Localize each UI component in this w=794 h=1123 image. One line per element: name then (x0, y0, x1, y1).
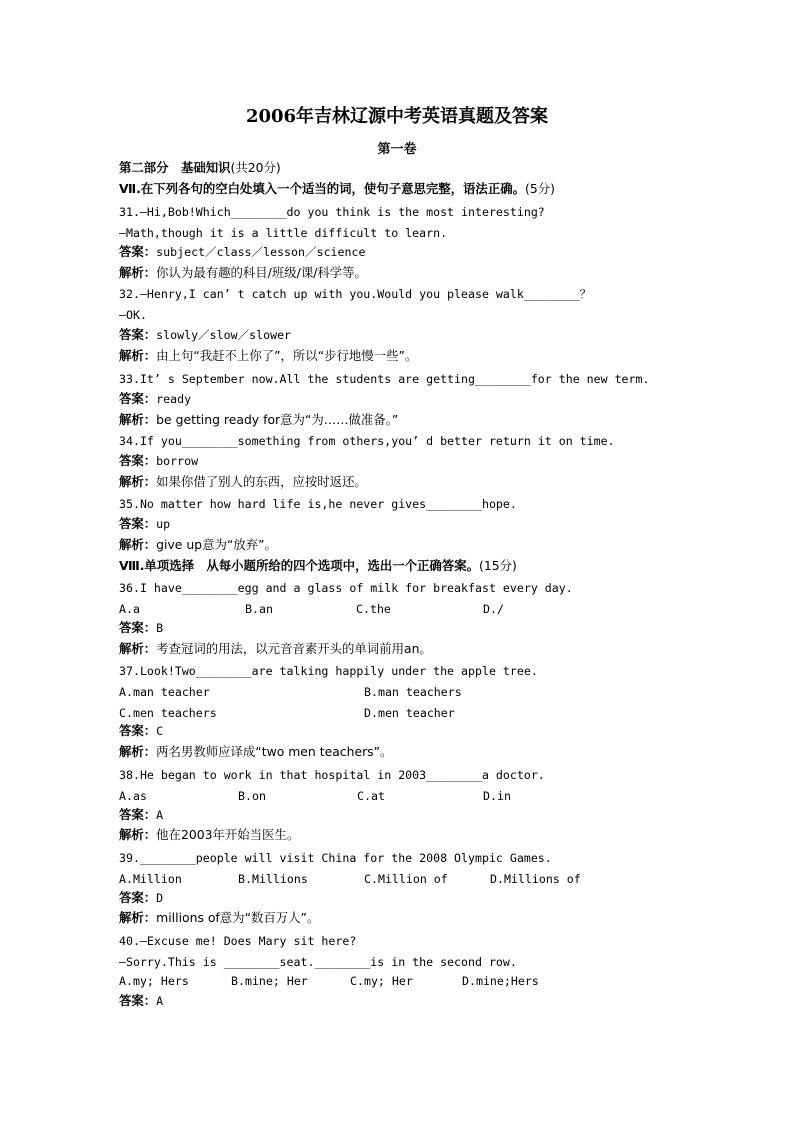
part-score: (共20分) (230, 160, 281, 175)
analysis-33: 解析：be getting ready for意为“为……做准备。” (119, 412, 399, 427)
option-d: D.Millions of (490, 872, 581, 886)
analysis-32: 解析：由上句“我赶不上你了”，所以“步行地慢一些”。 (119, 348, 418, 363)
question-33: 33.It’ s September now.All the students are getting________for the new term. (119, 372, 650, 386)
options-38 (119, 786, 679, 806)
analysis-37: 解析：两名男教师应译成“two men teachers”。 (119, 744, 393, 759)
analysis-35: 解析：give up意为“放弃”。 (119, 537, 277, 552)
answer-38: 答案：A (119, 807, 164, 822)
analysis-36: 解析：考查冠词的用法，以元音音素开头的单词前用an。 (119, 641, 432, 656)
question-40-reply: —Sorry.This is ________seat.________is in the second row. (119, 955, 517, 969)
analysis-38: 解析：他在2003年开始当医生。 (119, 827, 300, 842)
answer-33: 答案：ready (119, 391, 192, 406)
question-36: 36.I have________egg and a glass of milk for breakfast every day. (119, 581, 573, 595)
option-c: C.men teachers (119, 706, 217, 720)
options-40 (119, 971, 679, 991)
question-39: 39.________people will visit China for the 2008 Olympic Games. (119, 851, 552, 865)
option-a: A.as (119, 789, 147, 803)
options-39 (119, 869, 679, 889)
option-c: C.my; Her (350, 974, 413, 988)
section-subtitle: 第一卷 (377, 142, 417, 157)
option-b: B.on (238, 789, 266, 803)
answer-32: 答案：slowly／slow／slower (119, 327, 292, 342)
answer-36: 答案：B (119, 620, 164, 635)
option-a: A.Million (119, 872, 182, 886)
options-37-row1 (119, 682, 679, 702)
question-40: 40.—Excuse me! Does Mary sit here? (119, 934, 357, 948)
analysis-31: 解析：你认为最有趣的科目/班级/课/科学等。 (119, 265, 367, 280)
option-c: C.at (357, 789, 385, 803)
question-32: 32.—Henry,I can’ t catch up with you.Would you please walk________？ (119, 287, 592, 301)
question-35: 35.No matter how hard life is,he never gives________hope. (119, 497, 517, 511)
option-a: A.my; Hers (119, 974, 189, 988)
option-b: B.mine; Her (231, 974, 308, 988)
option-d: D.mine;Hers (462, 974, 539, 988)
answer-39: 答案：D (119, 890, 164, 905)
section-heading-8: Ⅷ.单项选择 从每小题所给的四个选项中，选出一个正确答案。(15分) (119, 558, 517, 573)
option-a: A.man teacher (119, 685, 210, 699)
part-heading (119, 158, 281, 178)
option-a: A.a (119, 602, 140, 616)
question-37: 37.Look!Two________are talking happily under the apple tree. (119, 664, 538, 678)
option-d: D./ (483, 602, 504, 616)
question-32-reply: —OK. (119, 308, 147, 322)
analysis-34: 解析：如果你借了别人的东西，应按时返还。 (119, 474, 367, 489)
option-b: B.man teachers (364, 685, 462, 699)
question-34: 34.If you________something from others,you’ d better return it on time. (119, 434, 615, 448)
option-b: B.an (245, 602, 273, 616)
option-b: B.Millions (238, 872, 308, 886)
option-d: D.men teacher (364, 706, 455, 720)
question-38: 38.He began to work in that hospital in 2003________a doctor. (119, 768, 545, 782)
section-heading-7: Ⅶ.在下列各句的空白处填入一个适当的词，使句子意思完整，语法正确。(5分) (119, 181, 555, 196)
answer-34: 答案：borrow (119, 453, 199, 468)
part-name: 基础知识 (180, 160, 231, 175)
analysis-39: 解析：millions of意为“数百万人”。 (119, 910, 320, 925)
part-label: 第二部分 (119, 160, 169, 175)
answer-35: 答案：up (119, 516, 171, 531)
option-c: C.the (356, 602, 391, 616)
page-title: 2006年吉林辽源中考英语真题及答案 (245, 106, 549, 127)
option-d: D.in (483, 789, 511, 803)
question-31-reply: —Math,though it is a little difficult to learn. (119, 226, 448, 240)
answer-40: 答案：A (119, 993, 164, 1008)
answer-31: 答案：subject／class／lesson／science (119, 244, 366, 259)
question-31: 31.—Hi,Bob!Which________do you think is the most interesting? (119, 205, 545, 219)
options-37-row2 (119, 703, 679, 723)
options-36 (119, 599, 679, 619)
option-c: C.Million of (364, 872, 448, 886)
answer-37: 答案：C (119, 723, 164, 738)
